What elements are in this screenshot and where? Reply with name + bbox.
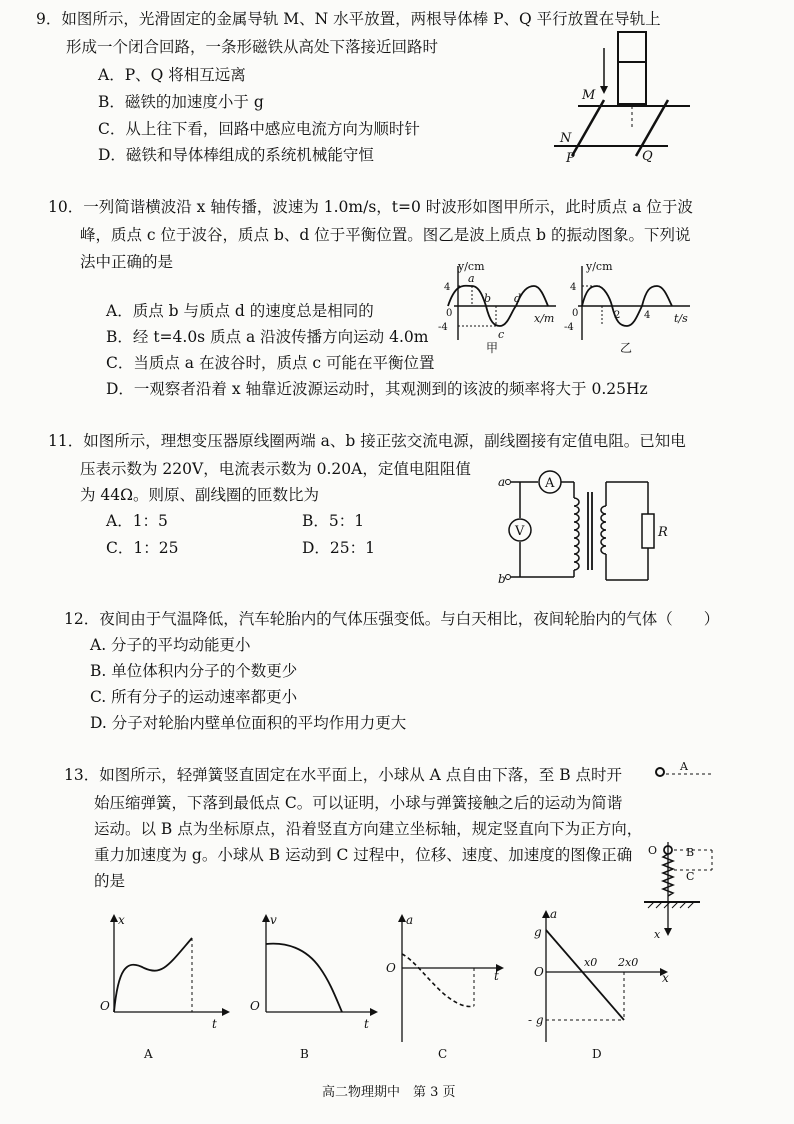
page-footer: 高二物理期中 第 3 页 [322, 1085, 456, 1100]
q10-stem-line3: 法中正确的是 [80, 253, 174, 271]
q13-graph-a-caption: A [144, 1047, 153, 1061]
q10-stem-line1: 10．一列简谐横波沿 x 轴传播，波速为 1.0m/s，t=0 时波形如图甲所示，此时质点 a 位于波 [48, 198, 693, 216]
q12-option-a: A. 分子的平均动能更小 [90, 636, 251, 654]
q9-stem-line1: 9．如图所示，光滑固定的金属导轨 M、N 水平放置，两根导体棒 P、Q 平行放置在导轨上 [36, 10, 661, 28]
q12-option-d: D. 分子对轮胎内壁单位面积的平均作用力更大 [90, 714, 407, 732]
q11-terminal-b: b [498, 572, 506, 586]
q10-yi-tick-2: 2 [614, 310, 621, 321]
q10-yi-origin: 0 [572, 308, 579, 319]
q9-label-m: M [582, 88, 596, 103]
q13-stem-line4: 重力加速度为 g。小球从 B 运动到 C 过程中，位移、速度、加速度的图像正确 [94, 846, 633, 864]
q13-graph-d-neg-g: - g [528, 1013, 544, 1027]
q9-option-d: D．磁铁和导体棒组成的系统机械能守恒 [98, 146, 374, 164]
q13-graph-a-origin: O [100, 999, 110, 1013]
q11-voltmeter-label: V [515, 524, 525, 539]
q10-vibration-graph-yi [566, 260, 696, 355]
q12-option-c: C. 所有分子的运动速率都更小 [90, 688, 298, 706]
q9-label-p: P [566, 151, 575, 166]
q13-graph-c-y: a [406, 913, 414, 927]
q9-rails-magnet-figure [550, 28, 700, 178]
q11-resistor-label: R [658, 525, 668, 540]
q13-graph-b-caption: B [300, 1047, 309, 1061]
q10-yi-tick-4: 4 [644, 310, 651, 321]
q10-yi-pos: 4 [570, 282, 577, 293]
q13-point-a: A [680, 760, 688, 773]
q9-option-c: C．从上往下看，回路中感应电流方向为顺时针 [98, 120, 420, 138]
q11-stem-line1: 11．如图所示，理想变压器原线圈两端 a、b 接正弦交流电源，副线圈接有定值电阻。已知电 [48, 432, 686, 450]
q13-stem-line1: 13．如图所示，轻弹簧竖直固定在水平面上，小球从 A 点自由下落，至 B 点时开 [64, 766, 623, 784]
q13-graph-d-x0: x0 [584, 956, 598, 969]
q13-graph-b [246, 910, 386, 1062]
q10-option-b: B．经 t=4.0s 质点 a 沿波传播方向运动 4.0m [106, 328, 429, 346]
q13-point-c: C [686, 870, 695, 883]
q13-stem-line5: 的是 [94, 872, 126, 890]
q13-graph-c-x: t [494, 969, 499, 983]
q13-stem-line2: 始压缩弹簧，下落到最低点 C。可以证明，小球与弹簧接触之后的运动为简谐 [94, 794, 623, 812]
q10-jia-x-label: x/m [534, 312, 555, 325]
q10-option-d: D．一观察者沿着 x 轴靠近波源运动时，其观测到的该波的频率将大于 0.25Hz [106, 380, 648, 398]
q13-graph-b-y: v [270, 913, 277, 927]
q13-axis-x: x [654, 928, 661, 941]
q13-graph-d-caption: D [592, 1047, 602, 1061]
q13-graph-d-y: a [550, 907, 558, 921]
q10-jia-a: a [468, 272, 475, 285]
q11-option-c: C．1：25 [106, 539, 179, 557]
q10-jia-origin: 0 [446, 308, 453, 319]
q13-graph-c-origin: O [386, 961, 396, 975]
q10-jia-b: b [484, 292, 492, 305]
q9-label-n: N [560, 131, 572, 146]
q9-option-b: B．磁铁的加速度小于 g [98, 93, 264, 111]
q13-graph-d-x: x [662, 971, 669, 985]
q11-stem-line3: 为 44Ω。则原、副线圈的匝数比为 [80, 486, 320, 504]
q11-stem-line2: 压表示数为 220V，电流表示数为 0.20A，定值电阻阻值 [80, 460, 471, 478]
q10-jia-neg: -4 [438, 322, 448, 333]
q13-graph-c [384, 910, 514, 1062]
q10-yi-x-label: t/s [674, 312, 688, 325]
q13-graph-d-2x0: 2x0 [618, 956, 639, 969]
q13-graph-d-origin: O [534, 965, 544, 979]
q10-jia-pos: 4 [444, 282, 451, 293]
q10-jia-c: c [498, 328, 505, 341]
q13-stem-line3: 运动。以 B 点为坐标原点，沿着竖直方向建立坐标轴，规定竖直向下为正方向， [94, 820, 643, 838]
q13-graph-a-x: t [212, 1017, 217, 1031]
q13-origin-o: O [648, 844, 658, 857]
q10-yi-neg: -4 [564, 322, 574, 333]
q13-graph-d [530, 906, 680, 1062]
q10-option-c: C．当质点 a 在波谷时，质点 c 可能在平衡位置 [106, 354, 435, 372]
q13-graph-c-caption: C [438, 1047, 448, 1061]
q10-stem-line2: 峰，质点 c 位于波谷，质点 b、d 位于平衡位置。图乙是波上质点 b 的振动图象。下列说 [80, 226, 691, 244]
q11-option-d: D．25：1 [302, 539, 376, 557]
q13-point-b: B [686, 846, 695, 859]
q10-wave-graph-jia [430, 260, 560, 355]
q10-yi-caption: 乙 [620, 341, 633, 355]
q13-graph-a [96, 910, 236, 1062]
q11-ammeter-label: A [545, 476, 555, 491]
q10-option-a: A．质点 b 与质点 d 的速度总是相同的 [106, 302, 374, 320]
q12-stem: 12．夜间由于气温降低，汽车轮胎内的气体压强变低。与白天相比，夜间轮胎内的气体（ ） [64, 610, 720, 628]
q9-stem-line2: 形成一个闭合回路，一条形磁铁从高处下落接近回路时 [66, 38, 439, 56]
q13-graph-a-y: x [118, 913, 125, 927]
q10-jia-d: d [514, 292, 522, 305]
q13-graph-b-origin: O [250, 999, 260, 1013]
q10-jia-y-label: y/cm [458, 260, 485, 273]
q11-terminal-a: a [498, 475, 506, 489]
q13-graph-b-x: t [364, 1017, 369, 1031]
q11-option-b: B．5：1 [302, 512, 365, 530]
q11-transformer-circuit [500, 462, 690, 587]
q10-yi-y-label: y/cm [586, 260, 613, 273]
q9-label-q: Q [642, 149, 653, 164]
q12-option-b: B. 单位体积内分子的个数更少 [90, 662, 298, 680]
q9-option-a: A．P、Q 将相互远离 [98, 66, 246, 84]
q11-option-a: A．1：5 [106, 512, 168, 530]
q13-graph-d-g: g [534, 925, 542, 939]
q10-jia-caption: 甲 [486, 341, 499, 355]
